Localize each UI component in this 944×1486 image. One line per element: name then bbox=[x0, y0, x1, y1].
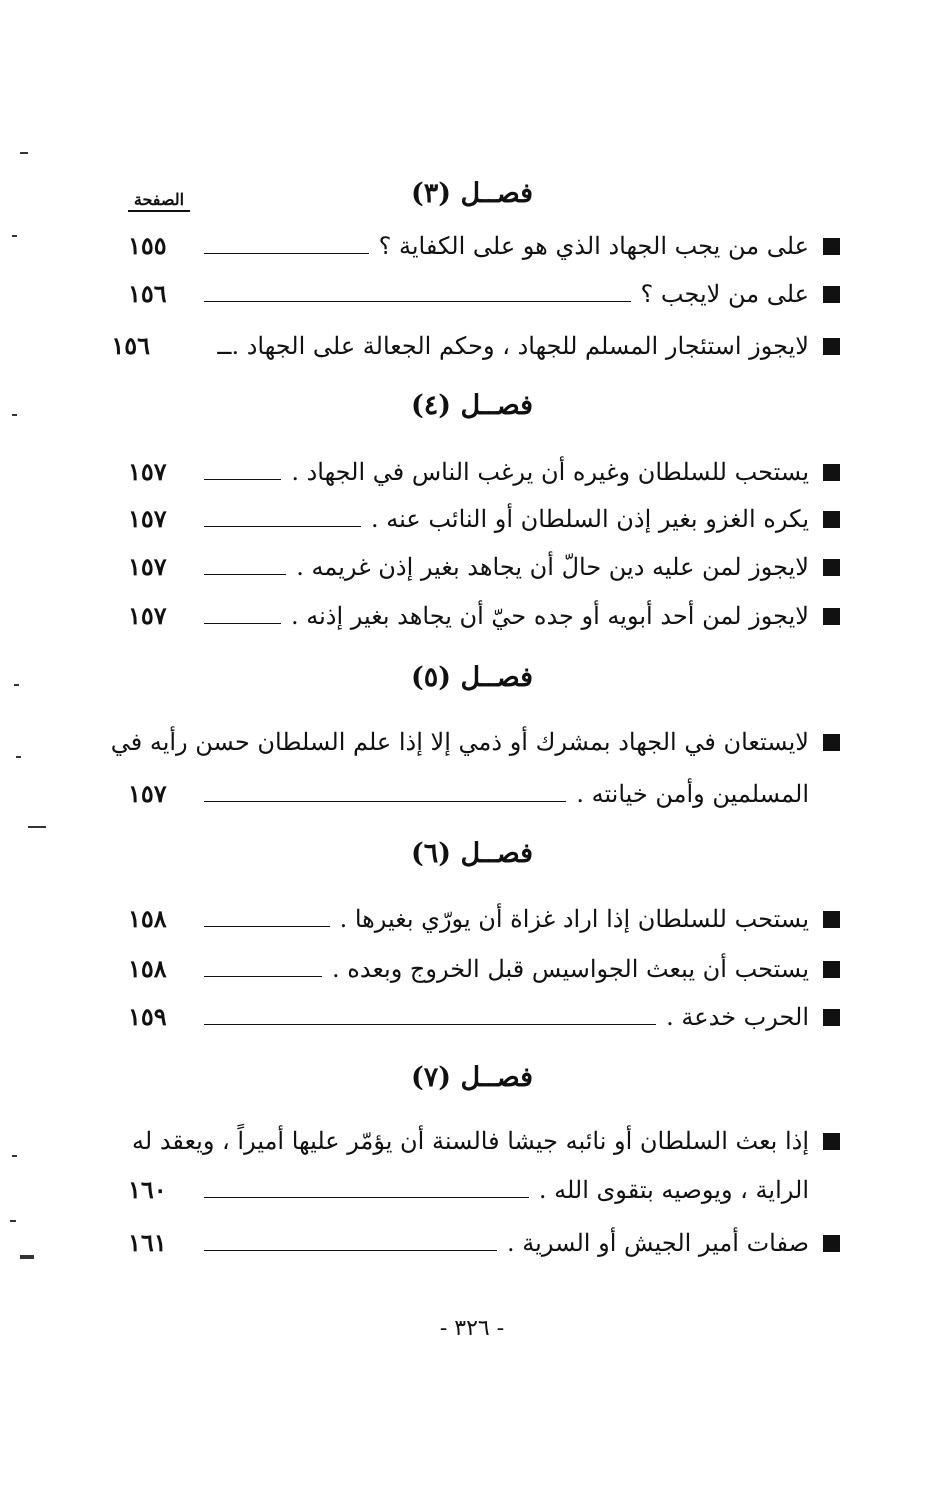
square-bullet-icon bbox=[823, 1009, 840, 1026]
square-bullet-icon bbox=[823, 238, 840, 255]
scan-mark bbox=[10, 1220, 16, 1222]
leader-line bbox=[204, 976, 322, 977]
page-number-footer: - ٣٢٦ - bbox=[439, 1316, 505, 1341]
leader-line bbox=[204, 623, 281, 624]
scan-mark bbox=[12, 414, 17, 416]
entry-page-number: ١٥٦ bbox=[111, 331, 151, 360]
entry-text-continuation: الراية ، ويوصيه بتقوى الله . bbox=[538, 1176, 809, 1204]
leader-line bbox=[204, 926, 330, 927]
entry-page-number: ١٥٨ bbox=[128, 904, 167, 933]
toc-entry bbox=[128, 895, 840, 939]
entry-page-number: ١٦١ bbox=[128, 1228, 167, 1257]
toc-entry bbox=[128, 592, 840, 636]
entry-text: لايجوز لمن عليه دين حالّ أن يجاهد بغير إذن غريمه . bbox=[296, 553, 809, 581]
toc-entry bbox=[128, 495, 840, 539]
square-bullet-icon bbox=[823, 559, 840, 576]
leader-line bbox=[204, 1197, 529, 1198]
square-bullet-icon bbox=[823, 1133, 840, 1150]
entry-text: إذا بعث السلطان أو نائبه جيشا فالسنة أن يؤمّر عليها أميراً ، ويعقد له bbox=[132, 1127, 809, 1155]
square-bullet-icon bbox=[823, 286, 840, 303]
toc-entry bbox=[128, 1219, 840, 1263]
entry-page-number: ١٦٠ bbox=[128, 1175, 167, 1204]
entry-page-number: ١٥٧ bbox=[128, 457, 167, 486]
entry-text: لايستعان في الجهاد بمشرك أو ذمي إلا إذا علم السلطان حسن رأيه في bbox=[110, 728, 809, 756]
leader-line bbox=[204, 1024, 656, 1025]
entry-text: لايجوز استئجار المسلم للجهاد ، وحكم الجعالة على الجهاد .ــ bbox=[217, 332, 809, 360]
entry-text: على من لايجب ؟ bbox=[640, 280, 809, 308]
leader-line bbox=[204, 479, 281, 480]
entry-text-continuation: المسلمين وأمن خيانته . bbox=[576, 780, 809, 808]
leader-line bbox=[204, 301, 631, 302]
entry-text: صفات أمير الجيش أو السرية . bbox=[507, 1229, 809, 1257]
entry-page-number: ١٥٧ bbox=[128, 601, 167, 630]
square-bullet-icon bbox=[823, 961, 840, 978]
square-bullet-icon bbox=[823, 734, 840, 751]
page-column-header: الصفحة bbox=[128, 190, 190, 212]
toc-entry bbox=[111, 322, 840, 366]
square-bullet-icon bbox=[823, 608, 840, 625]
entry-page-number: ١٥٧ bbox=[128, 504, 167, 533]
section-heading-4: فصــل (٤) bbox=[410, 390, 534, 421]
toc-entry bbox=[128, 270, 840, 314]
square-bullet-icon bbox=[823, 464, 840, 481]
section-heading-3: فصــل (٣) bbox=[410, 178, 534, 209]
toc-entry bbox=[128, 1117, 840, 1161]
scan-mark bbox=[20, 152, 28, 154]
toc-entry bbox=[128, 448, 840, 492]
entry-text: على من يجب الجهاد الذي هو على الكفاية ؟ bbox=[378, 232, 809, 260]
toc-entry bbox=[128, 222, 840, 266]
entry-text: يستحب للسلطان وغيره أن يرغب الناس في الجهاد . bbox=[291, 458, 809, 486]
square-bullet-icon bbox=[823, 911, 840, 928]
scan-mark bbox=[28, 826, 46, 828]
toc-entry bbox=[110, 718, 840, 762]
section-heading-6: فصــل (٦) bbox=[410, 838, 534, 869]
toc-entry bbox=[128, 993, 840, 1037]
entry-page-number: ١٥٧ bbox=[128, 779, 167, 808]
entry-page-number: ١٥٦ bbox=[128, 279, 167, 308]
entry-text: يستحب أن يبعث الجواسيس قبل الخروج وبعده . bbox=[332, 955, 809, 983]
entry-page-number: ١٥٥ bbox=[128, 231, 167, 260]
entry-page-number: ١٥٧ bbox=[128, 552, 167, 581]
toc-entry bbox=[128, 945, 840, 989]
square-bullet-icon bbox=[823, 511, 840, 528]
leader-line bbox=[204, 526, 361, 527]
scan-mark bbox=[16, 756, 21, 758]
toc-entry-continuation bbox=[128, 770, 840, 814]
entry-text: لايجوز لمن أحد أبويه أو جده حيّ أن يجاهد بغير إذنه . bbox=[290, 602, 809, 630]
square-bullet-icon bbox=[823, 1235, 840, 1252]
entry-text: يستحب للسلطان إذا اراد غزاة أن يورّي بغيرها . bbox=[339, 905, 809, 933]
toc-entry-continuation bbox=[128, 1166, 840, 1210]
leader-line bbox=[204, 1250, 497, 1251]
scan-mark bbox=[12, 1155, 17, 1157]
scan-mark bbox=[20, 1255, 34, 1259]
scan-mark bbox=[12, 235, 17, 237]
section-heading-7: فصــل (٧) bbox=[410, 1062, 534, 1093]
square-bullet-icon bbox=[823, 338, 840, 355]
scan-mark bbox=[14, 684, 19, 686]
toc-entry bbox=[128, 543, 840, 587]
entry-text: الحرب خدعة . bbox=[666, 1003, 809, 1031]
leader-line bbox=[204, 574, 286, 575]
entry-page-number: ١٥٨ bbox=[128, 954, 167, 983]
entry-text: يكره الغزو بغير إذن السلطان أو النائب عنه . bbox=[371, 505, 809, 533]
entry-page-number: ١٥٩ bbox=[128, 1002, 167, 1031]
section-heading-5: فصــل (٥) bbox=[410, 662, 534, 693]
leader-line bbox=[204, 801, 566, 802]
leader-line bbox=[204, 253, 369, 254]
